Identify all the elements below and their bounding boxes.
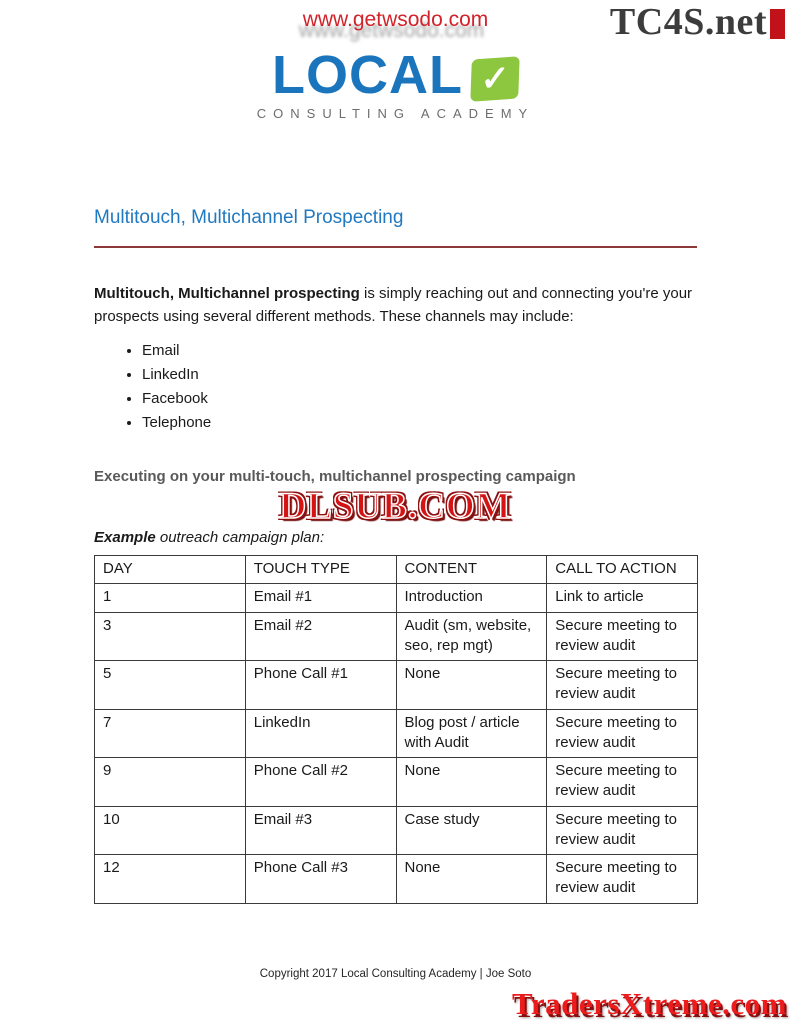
table-row bbox=[95, 661, 698, 710]
table-cell-cta: Secure meeting to review audit bbox=[547, 855, 698, 904]
table-cell-day: 5 bbox=[95, 661, 246, 710]
logo-wordmark: LOCAL bbox=[272, 45, 463, 105]
campaign-plan-table bbox=[94, 555, 698, 904]
table-header-touch-type: TOUCH TYPE bbox=[245, 556, 396, 584]
table-cell-touch-type: Email #1 bbox=[245, 584, 396, 612]
list-item: • LinkedIn bbox=[142, 366, 697, 383]
table-row bbox=[95, 584, 698, 612]
table-cell-cta: Secure meeting to review audit bbox=[547, 758, 698, 807]
table-cell-day: 9 bbox=[95, 758, 246, 807]
document-content bbox=[94, 207, 697, 904]
table-cell-cta: Secure meeting to review audit bbox=[547, 612, 698, 661]
tradersxtreme-watermark: TradersXtreme.com bbox=[511, 986, 787, 1021]
table-header-content: CONTENT bbox=[396, 556, 547, 584]
table-cell-cta: Link to article bbox=[547, 584, 698, 612]
table-cell-cta: Secure meeting to review audit bbox=[547, 806, 698, 855]
table-row bbox=[95, 612, 698, 661]
list-item: • Facebook bbox=[142, 390, 697, 407]
example-word: Example bbox=[94, 529, 156, 546]
intro-bold-phrase: Multitouch, Multichannel prospecting bbox=[94, 285, 360, 302]
table-cell-day: 10 bbox=[95, 806, 246, 855]
intro-rest: is simply reaching out and connecting you're your prospects using several different methods. These channels may include: bbox=[94, 285, 693, 325]
table-cell-touch-type: Phone Call #2 bbox=[245, 758, 396, 807]
tc4s-text: TC4S.net bbox=[609, 1, 767, 43]
table-cell-touch-type: Phone Call #3 bbox=[245, 855, 396, 904]
table-cell-day: 3 bbox=[95, 612, 246, 661]
table-cell-day: 7 bbox=[95, 709, 246, 758]
table-cell-day: 12 bbox=[95, 855, 246, 904]
table-cell-touch-type: Email #2 bbox=[245, 612, 396, 661]
table-cell-content: Audit (sm, website, seo, rep mgt) bbox=[396, 612, 547, 661]
getwsodo-watermark: www.getwsodo.com bbox=[302, 8, 489, 31]
example-rest: outreach campaign plan: bbox=[155, 529, 325, 546]
table-row bbox=[95, 758, 698, 807]
table-cell-content: None bbox=[396, 758, 547, 807]
table-header-row bbox=[95, 556, 698, 584]
table-row bbox=[95, 806, 698, 855]
table-row bbox=[95, 709, 698, 758]
list-item: • Email bbox=[142, 342, 697, 359]
intro-paragraph bbox=[94, 283, 697, 328]
table-cell-content: Case study bbox=[396, 806, 547, 855]
dlsub-watermark-wrap bbox=[94, 485, 697, 527]
copyright-footer: Copyright 2017 Local Consulting Academy | Joe Soto bbox=[259, 968, 532, 980]
table-cell-touch-type: Email #3 bbox=[245, 806, 396, 855]
table-header-day: DAY bbox=[95, 556, 246, 584]
table-cell-touch-type: Phone Call #1 bbox=[245, 661, 396, 710]
tc4s-watermark bbox=[610, 0, 785, 44]
table-cell-cta: Secure meeting to review audit bbox=[547, 709, 698, 758]
table-head bbox=[95, 556, 698, 584]
dlsub-watermark: DLSUB.COM bbox=[279, 486, 512, 527]
table-cell-content: None bbox=[396, 855, 547, 904]
table-cell-content: None bbox=[396, 661, 547, 710]
table-row bbox=[95, 855, 698, 904]
page-title: Multitouch, Multichannel Prospecting bbox=[94, 207, 404, 228]
table-cell-day: 1 bbox=[95, 584, 246, 612]
table-cell-content: Blog post / article with Audit bbox=[396, 709, 547, 758]
local-consulting-logo bbox=[0, 45, 791, 121]
example-caption bbox=[94, 529, 697, 546]
title-rule bbox=[94, 246, 697, 248]
section-heading: Executing on your multi-touch, multichannel prospecting campaign bbox=[94, 468, 576, 485]
channel-list bbox=[94, 342, 697, 431]
table-body bbox=[95, 584, 698, 903]
table-cell-content: Introduction bbox=[396, 584, 547, 612]
table-cell-cta: Secure meeting to review audit bbox=[547, 661, 698, 710]
table-cell-touch-type: LinkedIn bbox=[245, 709, 396, 758]
table-header-call-to-action: CALL TO ACTION bbox=[547, 556, 698, 584]
tc4s-red-mark bbox=[770, 9, 785, 39]
logo-subtitle: CONSULTING ACADEMY bbox=[256, 106, 535, 121]
list-item: • Telephone bbox=[142, 414, 697, 431]
logo-row bbox=[0, 45, 791, 105]
checkmark-icon: ✓ bbox=[470, 56, 519, 102]
